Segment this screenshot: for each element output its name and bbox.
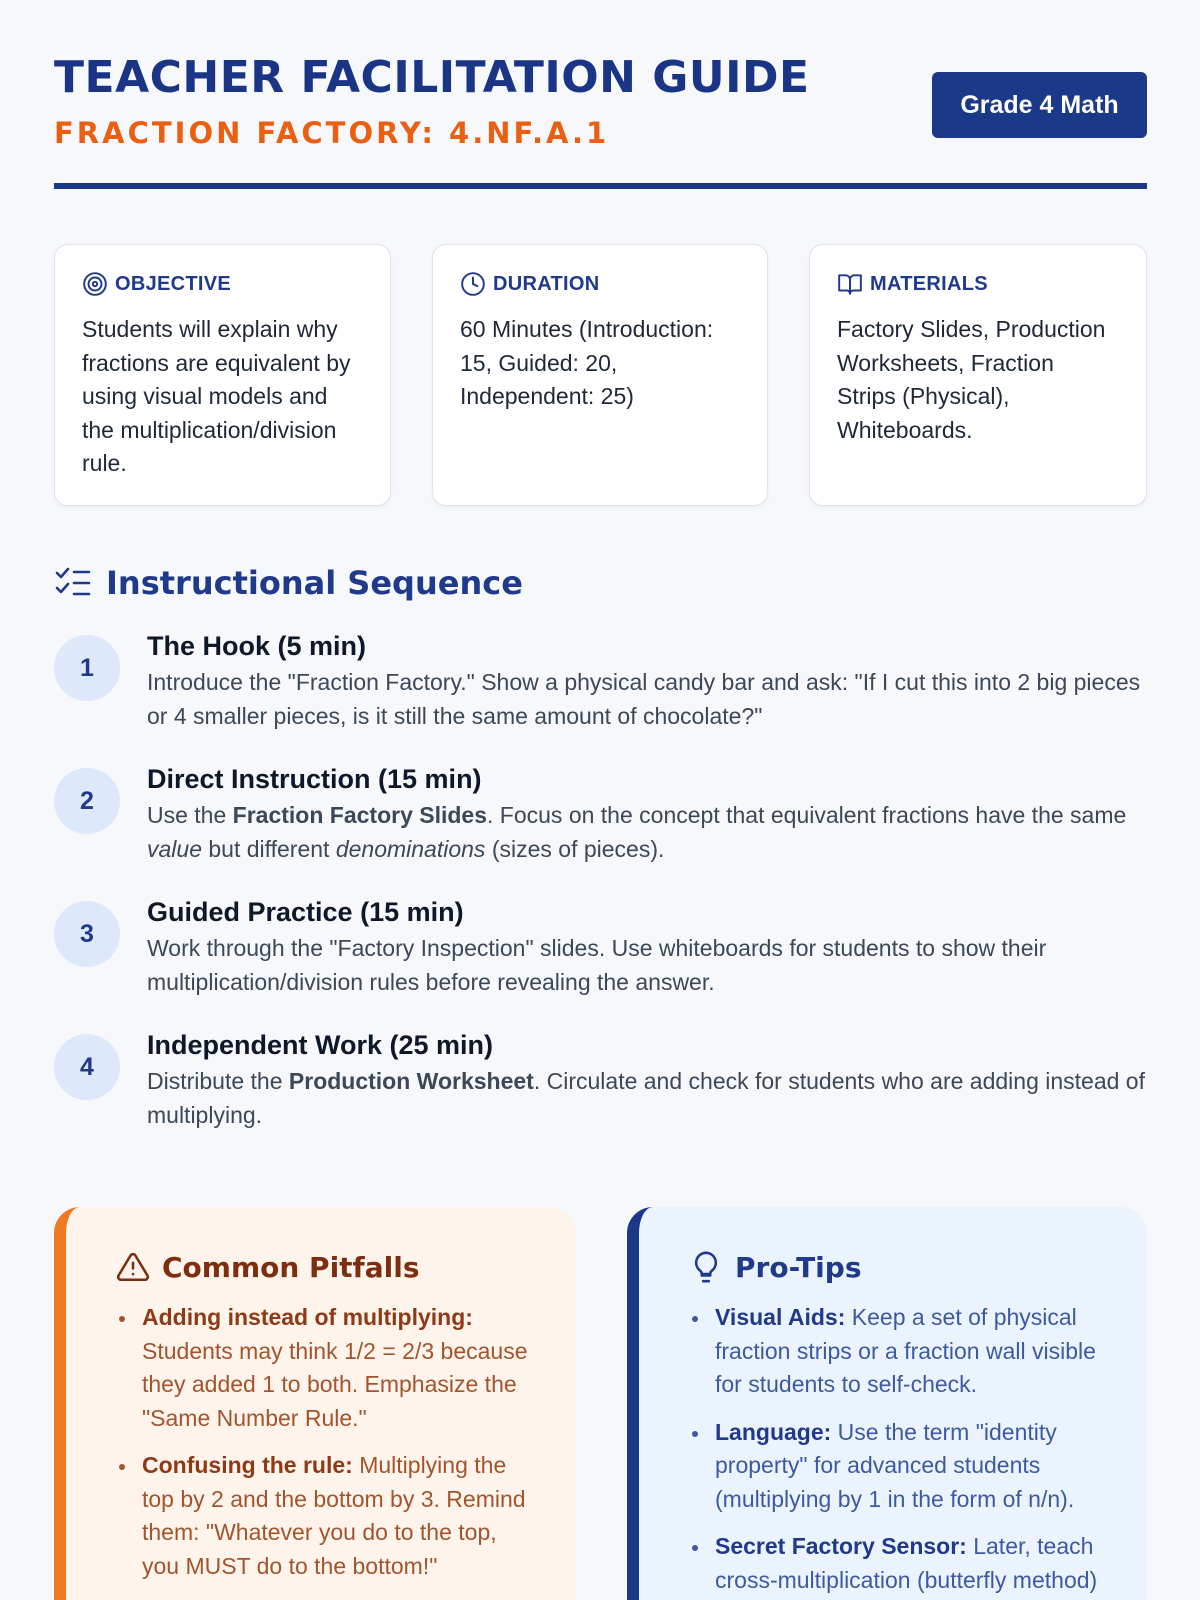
protip-bold: Visual Aids:: [715, 1304, 846, 1330]
step-number: 3: [54, 901, 120, 967]
list-item: [689, 1416, 1105, 1517]
pitfall-text: Multiplying the top by 2 and the bottom by 3. Remind them: "Whatever you do to the top, you MUST do to the bottom!": [142, 1452, 526, 1579]
step-title: Guided Practice (15 min): [147, 897, 464, 927]
materials-label: MATERIALS: [870, 272, 988, 295]
duration-card: [432, 244, 768, 506]
protips-panel: [627, 1207, 1147, 1600]
protip-text: Keep a set of physical fraction strips or a fraction wall visible for students to self-check.: [715, 1304, 1096, 1397]
materials-text: Factory Slides, Production Worksheets, Fraction Strips (Physical), Whiteboards.: [837, 316, 1106, 443]
protip-bold: Secret Factory Sensor:: [715, 1533, 967, 1559]
pitfall-text: Students may think 1/2 = 2/3 because they added 1 to both. Emphasize the "Same Number Rule.": [142, 1337, 528, 1431]
step-text-bold: Fraction Factory Slides: [232, 802, 488, 828]
step-text-part: Distribute the: [147, 1068, 289, 1094]
book-icon: [837, 271, 863, 297]
step-text: [147, 799, 1147, 866]
step-number: 2: [54, 768, 120, 834]
objective-text: Students will explain why fractions are equivalent by using visual models and the multiplication/division rule.: [82, 316, 351, 476]
page-subtitle: FRACTION FACTORY: 4.NF.A.1: [54, 116, 610, 150]
step-text: Introduce the "Fraction Factory." Show a physical candy bar and ask: "If I cut this into 2 big pieces or 4 smaller pieces, is it still the same amount of chocolate?": [147, 669, 1141, 729]
list-item: [116, 1301, 533, 1435]
clock-icon: [460, 271, 486, 297]
duration-text: 60 Minutes (Introduction: 15, Guided: 20, Independent: 25): [460, 316, 714, 409]
step-text-italic: value: [147, 835, 202, 862]
protip-text: Later, teach cross-multiplication (butterfly method): [715, 1533, 1098, 1593]
step-text-part: but different: [201, 835, 336, 862]
pitfalls-title: Common Pitfalls: [162, 1250, 420, 1284]
target-icon: [82, 271, 108, 297]
objective-card: [54, 244, 391, 506]
lightbulb-icon: [689, 1250, 723, 1284]
warning-icon: [116, 1250, 150, 1284]
checklist-icon: [54, 566, 92, 600]
step-title: Independent Work (25 min): [147, 1030, 494, 1060]
step-text-part: (sizes of pieces).: [485, 835, 665, 862]
materials-card: [809, 244, 1147, 506]
pitfall-bold: Confusing the rule:: [142, 1452, 353, 1478]
objective-label: OBJECTIVE: [115, 272, 232, 295]
step-text-bold: Production Worksheet: [288, 1068, 534, 1094]
protips-title: Pro-Tips: [735, 1250, 862, 1284]
step-text-part: Use the: [147, 802, 233, 828]
protips-list: [689, 1301, 1105, 1597]
step-text-part: . Focus on the concept that equivalent fractions have the same: [487, 802, 1127, 828]
list-item: [689, 1301, 1105, 1402]
guide-page: [54, 0, 1147, 1600]
list-item: [689, 1530, 1105, 1597]
list-item: [116, 1449, 533, 1583]
pitfalls-list: [116, 1301, 533, 1583]
step-text: Work through the "Factory Inspection" slides. Use whiteboards for students to show their multiplication/division rules before revealing the answer.: [147, 935, 1047, 995]
step-title: The Hook (5 min): [147, 631, 367, 661]
sequence-title: Instructional Sequence: [106, 564, 523, 602]
step-text: [147, 1065, 1147, 1132]
step-number: 4: [54, 1034, 120, 1100]
step-text-italic: denominations: [335, 835, 486, 862]
protip-text: Use the term "identity property" for advanced students (multiplying by 1 in the form of n/n).: [715, 1418, 1075, 1512]
step-number: 1: [54, 635, 120, 701]
header: [54, 50, 1147, 190]
page-title: TEACHER FACILITATION GUIDE: [54, 52, 810, 103]
sequence-header: [54, 563, 523, 603]
step-title: Direct Instruction (15 min): [147, 764, 482, 794]
pitfall-bold: Adding instead of multiplying:: [142, 1304, 473, 1330]
pitfalls-panel: [54, 1207, 575, 1600]
info-cards: [54, 244, 1147, 506]
grade-badge: Grade 4 Math: [932, 72, 1147, 138]
duration-label: DURATION: [493, 272, 600, 295]
protip-bold: Language:: [715, 1418, 832, 1445]
step-text-part: . Circulate and check for students who are adding instead of multiplying.: [147, 1068, 1145, 1128]
header-divider: [54, 183, 1147, 189]
